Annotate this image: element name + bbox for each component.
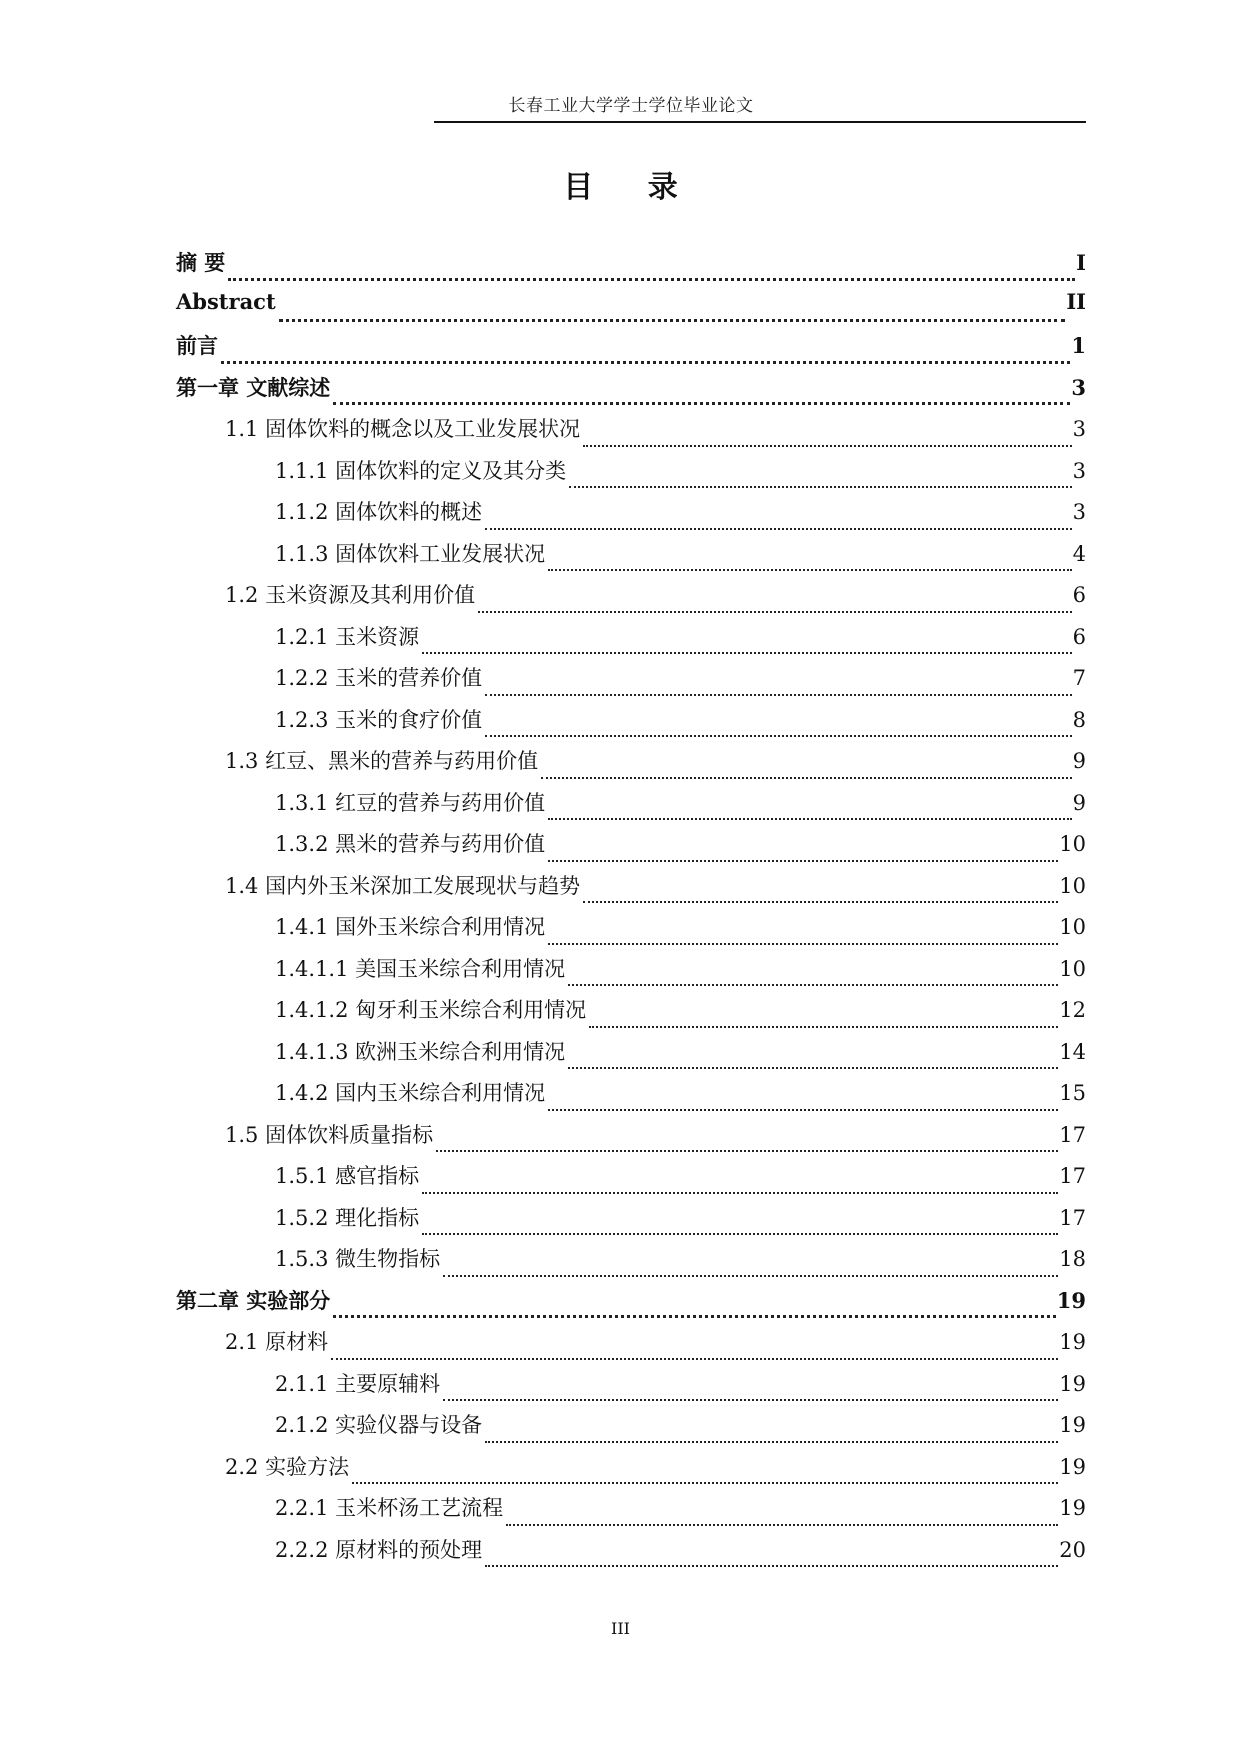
toc-entry-label: 1.2.3 玉米的食疗价值 (275, 707, 483, 732)
toc-entry-page: 3 (1072, 458, 1086, 483)
toc-entry-label: 第二章 实验部分 (176, 1287, 331, 1313)
toc-dot-leader (548, 1109, 1058, 1111)
toc-entry-page: 19 (1056, 1287, 1086, 1313)
toc-dot-leader (279, 319, 1066, 322)
toc-dot-leader (548, 860, 1058, 862)
header-rule (434, 121, 1086, 123)
toc-entry[interactable] (176, 455, 1086, 497)
toc-entry-label: 1.4.2 国内玉米综合利用情况 (275, 1081, 546, 1105)
toc-entry-page: 9 (1072, 749, 1086, 773)
toc-entry[interactable] (176, 1409, 1086, 1451)
toc-entry[interactable] (176, 1451, 1086, 1493)
toc-dot-leader (568, 1067, 1058, 1069)
toc-dot-leader (548, 569, 1072, 571)
toc-entry-label: 2.1.1 主要原辅料 (275, 1371, 441, 1396)
toc-entry-page: II (1066, 288, 1086, 314)
toc-entry-label: 1.5.2 理化指标 (275, 1205, 420, 1230)
toc-entry[interactable] (176, 1534, 1086, 1576)
toc-entry-label: 2.1 原材料 (225, 1330, 329, 1354)
toc-entry[interactable] (176, 745, 1086, 787)
toc-entry-label: 1.2.1 玉米资源 (275, 624, 420, 649)
toc-entry-label: 1.4.1.1 美国玉米综合利用情况 (275, 956, 566, 981)
toc-entry[interactable] (176, 330, 1086, 372)
toc-entry[interactable] (176, 496, 1086, 538)
toc-entry-page: 17 (1059, 1205, 1086, 1230)
toc-entry-page: 17 (1059, 1164, 1086, 1188)
toc-dot-leader (436, 1150, 1058, 1152)
toc-dot-leader (422, 1192, 1058, 1194)
toc-entry[interactable] (176, 828, 1086, 870)
toc-entry-label: 2.2.1 玉米杯汤工艺流程 (275, 1496, 504, 1520)
toc-entry[interactable] (176, 1492, 1086, 1534)
toc-dot-leader (485, 1441, 1058, 1443)
toc-entry-page: 18 (1059, 1247, 1086, 1271)
toc-entry[interactable] (176, 1160, 1086, 1202)
toc-dot-leader (478, 611, 1072, 613)
toc-entry[interactable] (176, 1368, 1086, 1410)
toc-entry-label: 1.1 固体饮料的概念以及工业发展状况 (225, 417, 581, 441)
toc-entry[interactable] (176, 870, 1086, 912)
toc-entry-label: 1.4.1.3 欧洲玉米综合利用情况 (275, 1039, 566, 1064)
toc-dot-leader (485, 1565, 1058, 1567)
toc-dot-leader (443, 1275, 1058, 1277)
toc-dot-leader (506, 1524, 1058, 1526)
toc-entry[interactable] (176, 953, 1086, 995)
toc-entry-label: 1.5.1 感官指标 (275, 1164, 420, 1188)
toc-entry-page: 1 (1071, 333, 1086, 358)
toc-entry-page: 4 (1072, 541, 1086, 566)
toc-entry[interactable] (176, 662, 1086, 704)
toc-entry-page: 12 (1059, 998, 1086, 1022)
toc-entry-label: 1.4 国内外玉米深加工发展现状与趋势 (225, 873, 581, 898)
toc-entry-label: 1.3 红豆、黑米的营养与药用价值 (225, 749, 539, 773)
toc-dot-leader (228, 278, 1075, 281)
toc-entry-page: 19 (1059, 1371, 1086, 1396)
toc-dot-leader (331, 1358, 1058, 1360)
toc-entry-label: 1.3.1 红豆的营养与药用价值 (275, 790, 546, 815)
toc-dot-leader (443, 1399, 1058, 1401)
toc-entry-label: 1.3.2 黑米的营养与药用价值 (275, 832, 546, 856)
toc-entry[interactable] (176, 1036, 1086, 1078)
toc-dot-leader (589, 1026, 1058, 1028)
toc-entry-label: 1.5.3 微生物指标 (275, 1247, 441, 1271)
toc-entry-page: 20 (1059, 1537, 1086, 1562)
toc-entry-label: 1.2 玉米资源及其利用价值 (225, 583, 476, 607)
toc-entry[interactable] (176, 621, 1086, 663)
toc-entry-page: 3 (1072, 500, 1086, 524)
toc-dot-leader (352, 1482, 1058, 1484)
toc-entry-label: 第一章 文献综述 (176, 374, 331, 400)
toc-dot-leader (568, 984, 1058, 986)
toc-entry[interactable] (176, 538, 1086, 580)
toc-dot-leader (548, 943, 1058, 945)
toc-entry-label: 2.2.2 原材料的预处理 (275, 1537, 483, 1562)
toc-entry-page: 17 (1059, 1122, 1086, 1147)
toc-entry-label: 1.1.2 固体饮料的概述 (275, 500, 483, 524)
toc-entry-page: 15 (1059, 1081, 1086, 1105)
toc-entry-page: 7 (1072, 666, 1086, 690)
toc-entry[interactable] (176, 1243, 1086, 1285)
toc-dot-leader (485, 735, 1072, 737)
toc-entry[interactable] (176, 579, 1086, 621)
toc-entry-label: 1.5 固体饮料质量指标 (225, 1122, 434, 1147)
toc-entry[interactable] (176, 372, 1086, 414)
toc-entry-page: 19 (1059, 1496, 1086, 1520)
toc-entry[interactable] (176, 247, 1086, 289)
toc-entry-label: Abstract (176, 288, 276, 314)
toc-dot-leader (583, 445, 1072, 447)
toc-dot-leader (485, 528, 1072, 530)
running-header-title: 长春工业大学学士学位毕业论文 (508, 96, 754, 116)
toc-entry[interactable] (176, 1326, 1086, 1368)
toc-dot-leader (583, 901, 1058, 903)
toc-dot-leader (333, 402, 1070, 405)
toc-dot-leader (422, 1233, 1058, 1235)
toc-entry-page: 6 (1072, 583, 1086, 607)
toc-entry[interactable] (176, 704, 1086, 746)
toc-title: 目 录 (563, 170, 700, 205)
toc-entry-label: 摘 要 (176, 250, 226, 275)
toc-entry-page: 19 (1059, 1454, 1086, 1479)
toc-entry-page: 6 (1072, 624, 1086, 649)
toc-entry[interactable] (176, 289, 1086, 331)
toc-entry[interactable] (176, 1285, 1086, 1327)
toc-entry-label: 前言 (176, 333, 218, 358)
toc-dot-leader (221, 361, 1070, 364)
toc-entry-page: 9 (1072, 790, 1086, 815)
toc-entry-label: 1.1.1 固体饮料的定义及其分类 (275, 458, 567, 483)
toc-dot-leader (333, 1315, 1055, 1318)
toc-dot-leader (485, 694, 1072, 696)
toc-entry-page: 19 (1059, 1413, 1086, 1437)
toc-entry-page: 8 (1072, 707, 1086, 732)
toc-entry-label: 2.2 实验方法 (225, 1454, 350, 1479)
toc-dot-leader (548, 818, 1072, 820)
toc-entry[interactable] (176, 994, 1086, 1036)
toc-entry-page: 10 (1059, 956, 1086, 981)
toc-dot-leader (422, 652, 1072, 654)
page-number: III (611, 1619, 630, 1638)
toc-entry-page: 10 (1059, 832, 1086, 856)
toc-entry-page: 10 (1059, 873, 1086, 898)
toc-entry-label: 2.1.2 实验仪器与设备 (275, 1413, 483, 1437)
toc-entry-label: 1.4.1 国外玉米综合利用情况 (275, 915, 546, 939)
toc-entry-page: 3 (1071, 374, 1086, 400)
toc-entry-label: 1.1.3 固体饮料工业发展状况 (275, 541, 546, 566)
table-of-contents (176, 247, 1086, 1575)
toc-entry[interactable] (176, 787, 1086, 829)
toc-entry-page: 14 (1059, 1039, 1086, 1064)
toc-entry-page: 3 (1072, 417, 1086, 441)
toc-entry-page: 10 (1059, 915, 1086, 939)
toc-entry-label: 1.2.2 玉米的营养价值 (275, 666, 483, 690)
toc-entry[interactable] (176, 1077, 1086, 1119)
toc-entry-page: 19 (1059, 1330, 1086, 1354)
toc-entry-page: I (1076, 250, 1086, 275)
toc-dot-leader (541, 777, 1072, 779)
toc-entry[interactable] (176, 1202, 1086, 1244)
toc-entry[interactable] (176, 1119, 1086, 1161)
toc-entry-label: 1.4.1.2 匈牙利玉米综合利用情况 (275, 998, 587, 1022)
toc-entry[interactable] (176, 413, 1086, 455)
toc-dot-leader (569, 486, 1072, 488)
toc-entry[interactable] (176, 911, 1086, 953)
